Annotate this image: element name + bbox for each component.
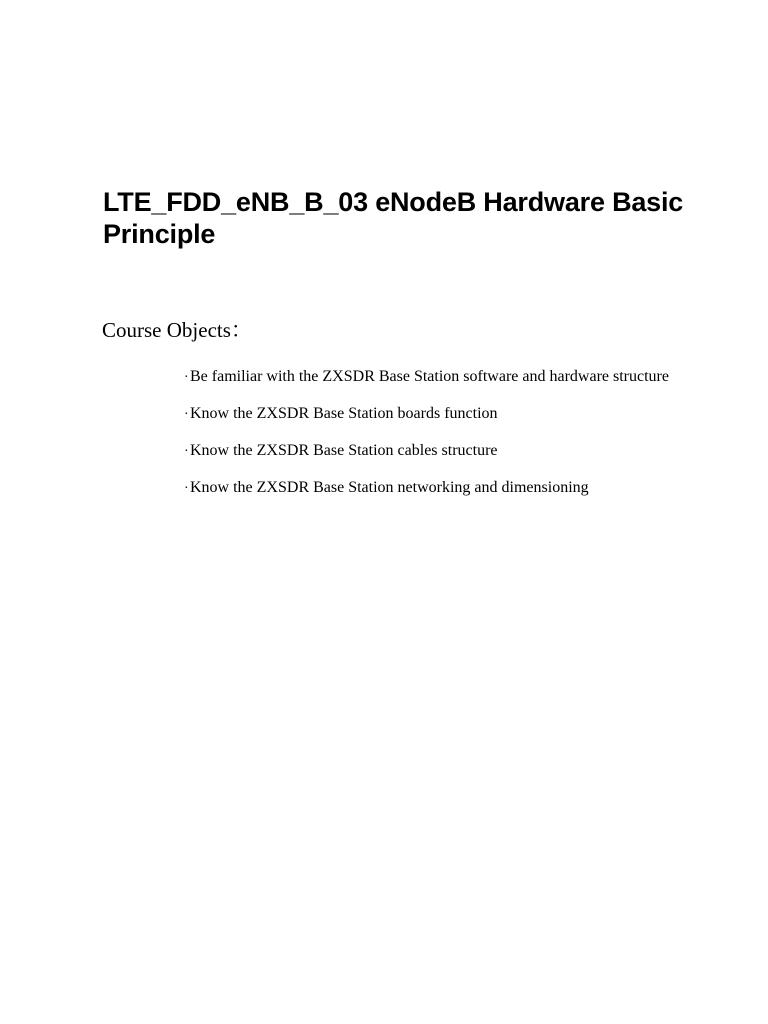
bullet-icon: · [184, 370, 189, 385]
list-item [184, 473, 687, 504]
bullet-icon: · [184, 481, 189, 496]
list-item [184, 399, 687, 430]
objective-text: Know the ZXSDR Base Station networking and dimensioning [190, 479, 589, 496]
bullet-icon: · [184, 407, 189, 422]
list-item [184, 436, 687, 467]
objective-text: Know the ZXSDR Base Station cables structure [190, 442, 498, 459]
objective-text: Know the ZXSDR Base Station boards function [190, 405, 498, 422]
course-objects-heading: Course Objects： [102, 318, 252, 342]
list-item [184, 362, 687, 393]
objective-text: Be familiar with the ZXSDR Base Station software and hardware structure [190, 368, 669, 385]
objectives-list [184, 362, 687, 510]
document-title: LTE_FDD_eNB_B_03 eNodeB Hardware Basic Principle [103, 187, 684, 249]
bullet-icon: · [184, 444, 189, 459]
